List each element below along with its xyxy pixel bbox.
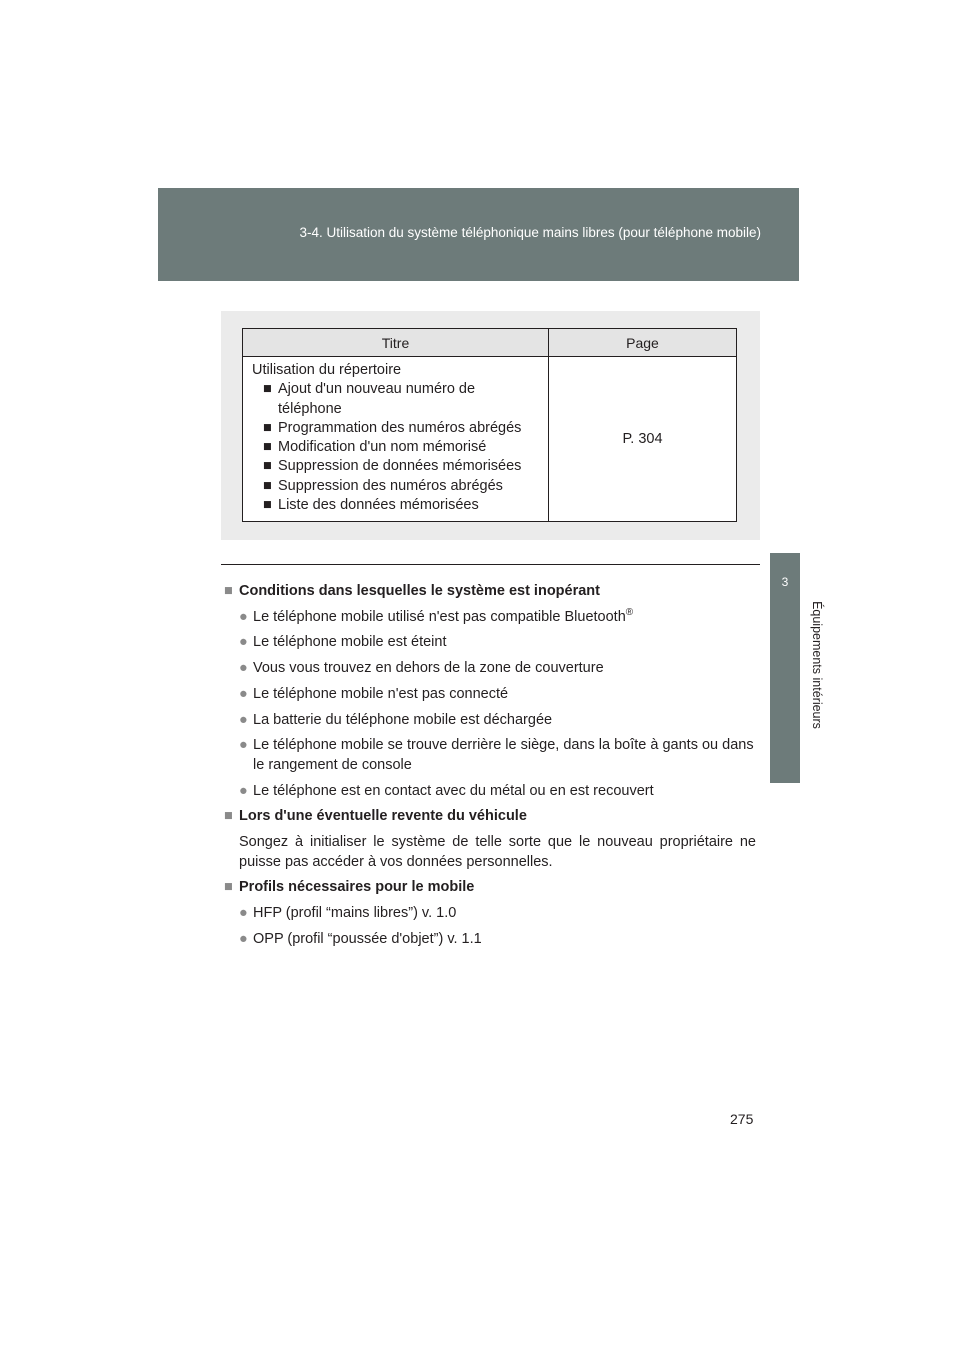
section-title: 3-4. Utilisation du système téléphonique mains libres (pour téléphone mobile): [299, 225, 761, 240]
list-item: [224, 711, 756, 731]
square-bullet-icon: ■: [224, 879, 233, 896]
list-item: [224, 736, 756, 775]
list-item: [252, 380, 540, 419]
resale-heading: [224, 807, 756, 827]
column-header-page: Page: [549, 329, 737, 357]
square-bullet-icon: ■: [224, 808, 233, 825]
list-item-text: Le téléphone mobile se trouve derrière le siège, dans la boîte à gants ou dans le rangement de console: [253, 737, 754, 773]
round-bullet-icon: ●: [239, 685, 248, 702]
list-item-text: HFP (profil “mains libres”) v. 1.0: [253, 905, 457, 922]
list-item: [252, 438, 540, 457]
list-item-text: Liste des données mémorisées: [278, 497, 479, 514]
square-bullet-icon: ■: [224, 583, 233, 599]
list-item-text: OPP (profil “poussée d'objet”) v. 1.1: [253, 930, 482, 947]
heading-text: Profils nécessaires pour le mobile: [239, 879, 475, 896]
list-item-text: Vous vous trouvez en dehors de la zone de couverture: [253, 660, 604, 677]
list-item: [252, 477, 540, 496]
chapter-tab: [770, 553, 800, 783]
square-bullet-icon: ■: [263, 419, 272, 436]
table-header-row: [243, 329, 737, 357]
list-item: [252, 496, 540, 515]
square-bullet-icon: ■: [263, 439, 272, 456]
heading-text: Lors d'une éventuelle revente du véhicule: [239, 808, 527, 825]
registered-mark: ®: [625, 606, 634, 618]
title-cell: [243, 357, 549, 522]
heading-text: Conditions dans lesquelles le système est inopérant: [239, 583, 600, 599]
index-table-panel: [221, 311, 760, 540]
list-item-text: Modification d'un nom mémorisé: [278, 439, 487, 456]
list-item: [224, 930, 756, 950]
list-item-text: Suppression de données mémorisées: [278, 458, 522, 475]
section-divider: [221, 564, 760, 565]
square-bullet-icon: ■: [263, 381, 272, 398]
list-item: [224, 904, 756, 924]
page-reference: P. 304: [549, 357, 737, 522]
list-item: [252, 419, 540, 438]
conditions-heading: [224, 582, 756, 602]
chapter-number: 3: [781, 575, 789, 589]
round-bullet-icon: ●: [239, 782, 248, 799]
list-item-text: Le téléphone mobile n'est pas connecté: [253, 685, 509, 702]
round-bullet-icon: ●: [239, 711, 248, 728]
list-item: [224, 659, 756, 679]
table-row: [243, 357, 737, 522]
list-item-text: Programmation des numéros abrégés: [278, 419, 522, 436]
list-item-text: Ajout d'un nouveau numéro de téléphone: [278, 381, 476, 417]
list-item: [252, 457, 540, 476]
list-item: [224, 685, 756, 705]
round-bullet-icon: ●: [239, 737, 248, 754]
round-bullet-icon: ●: [239, 930, 248, 947]
list-item: [224, 633, 756, 653]
round-bullet-icon: ●: [239, 608, 248, 625]
list-item-text: [253, 608, 633, 628]
list-item-text: Le téléphone mobile est éteint: [253, 634, 447, 651]
round-bullet-icon: ●: [239, 905, 248, 922]
round-bullet-icon: ●: [239, 634, 248, 651]
list-item-text: La batterie du téléphone mobile est déchargée: [253, 711, 553, 728]
bullet-text: Le téléphone mobile utilisé n'est pas compatible Bluetooth: [253, 608, 626, 625]
resale-paragraph: Songez à initialiser le système de telle sorte que le nouveau propriétaire ne puisse pas accéder à vos données personnelles.: [239, 834, 756, 870]
list-item: [224, 782, 756, 802]
square-bullet-icon: ■: [263, 497, 272, 514]
square-bullet-icon: ■: [263, 477, 272, 494]
header-band: [158, 188, 799, 281]
chapter-label: Équipements intérieurs: [810, 601, 824, 729]
row-main-title: Utilisation du répertoire: [252, 362, 402, 378]
page-number: 275: [730, 1111, 754, 1127]
main-content: [224, 582, 756, 956]
column-header-title: Titre: [243, 329, 549, 357]
list-item: [224, 608, 756, 628]
square-bullet-icon: ■: [263, 458, 272, 475]
index-table: [242, 328, 737, 522]
list-item-text: Le téléphone est en contact avec du métal ou en est recouvert: [253, 782, 654, 799]
round-bullet-icon: ●: [239, 660, 248, 677]
profiles-heading: [224, 878, 756, 898]
list-item-text: Suppression des numéros abrégés: [278, 477, 503, 494]
